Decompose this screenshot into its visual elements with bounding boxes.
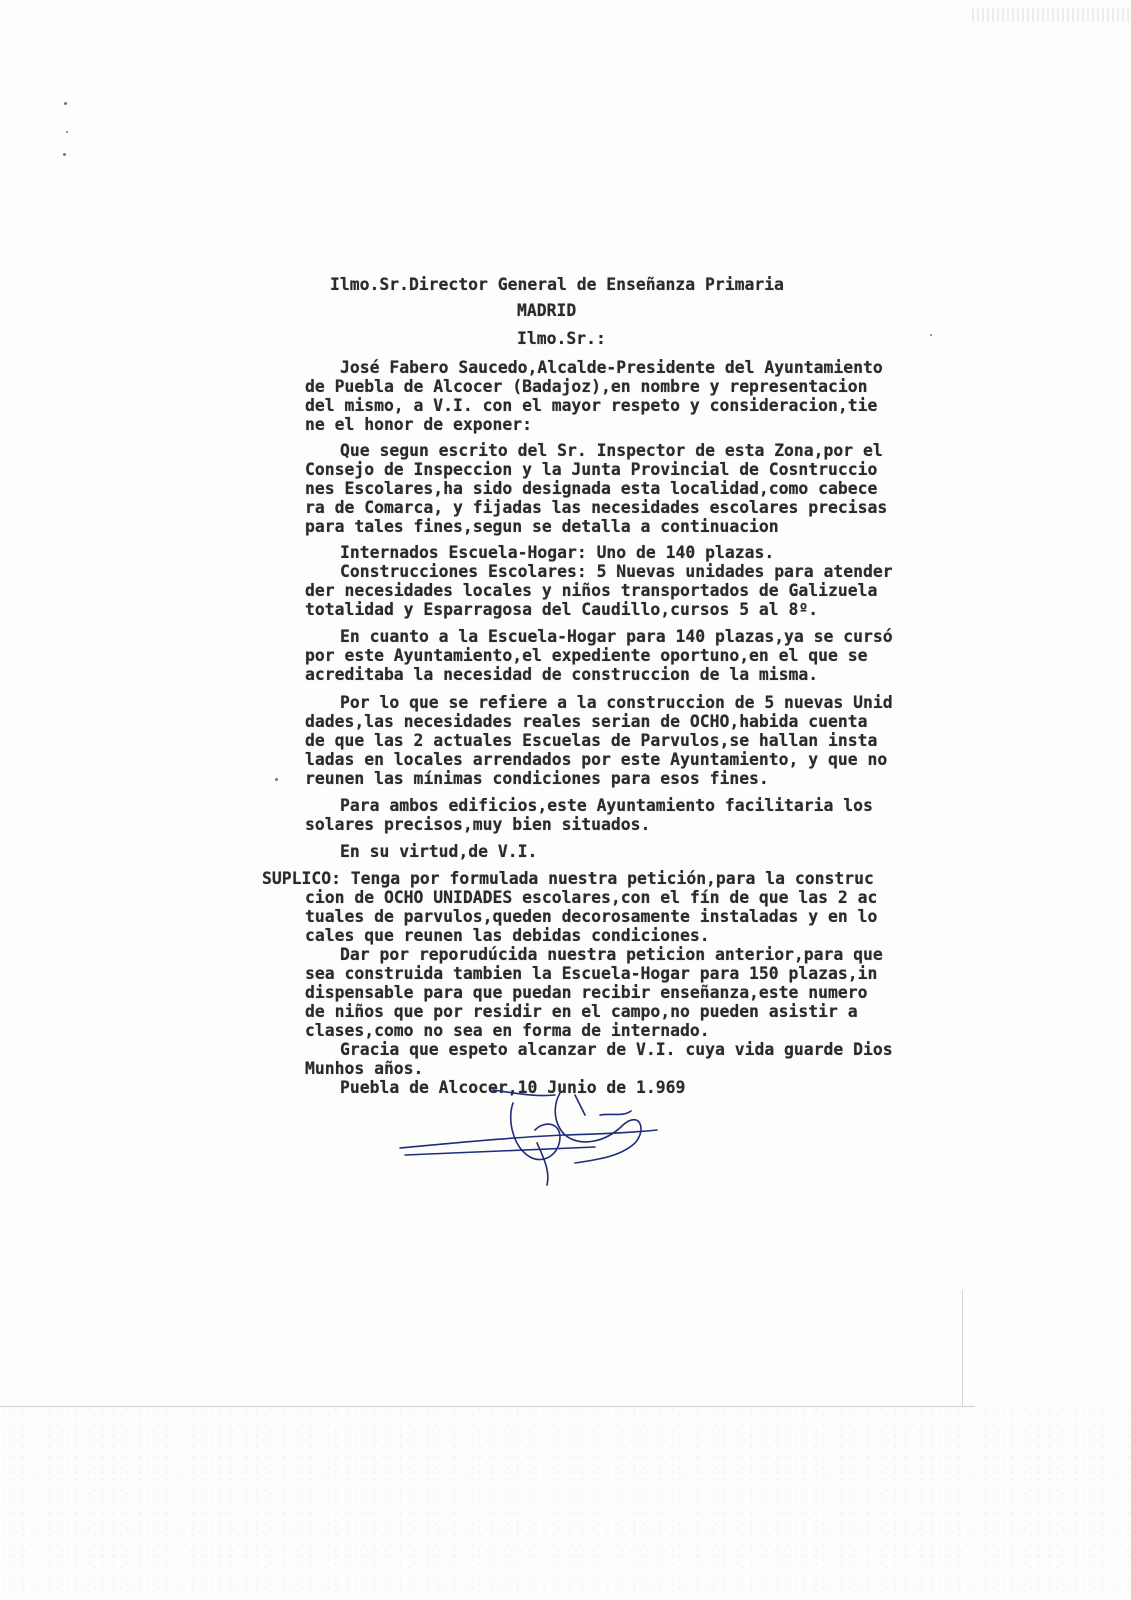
- suplico-line: cales que reunen las debidas condiciones.: [305, 926, 710, 945]
- paragraph-line: En cuanto a la Escuela-Hogar para 140 plazas,ya se cursó: [340, 627, 893, 646]
- suplico-line: Dar por reporudúcida nuestra peticion anterior,para que: [340, 945, 883, 964]
- signature-image: [395, 1085, 675, 1195]
- paragraph-line: ra de Comarca, y fijadas las necesidades escolares precisas: [305, 498, 888, 517]
- scan-speck: [930, 334, 932, 336]
- suplico-line: Gracia que espeto alcanzar de V.I. cuya vida guarde Dios: [340, 1040, 893, 1059]
- suplico-line: cion de OCHO UNIDADES escolares,con el fín de que las 2 ac: [305, 888, 878, 907]
- scan-speck: [63, 153, 66, 156]
- addressee: Ilmo.Sr.Director General de Enseñanza Primaria: [330, 275, 784, 294]
- paragraph-line: de que las 2 actuales Escuelas de Parvulos,se hallan insta: [305, 731, 878, 750]
- scan-noise: [0, 1408, 1131, 1600]
- scan-edge-top: [972, 8, 1131, 22]
- suplico-line: sea construida tambien la Escuela-Hogar para 150 plazas,in: [305, 964, 878, 983]
- scan-speck: [275, 778, 278, 781]
- paragraph-line: nes Escolares,ha sido designada esta localidad,como cabece: [305, 479, 878, 498]
- suplico-line: SUPLICO: Tenga por formulada nuestra petición,para la construc: [262, 869, 874, 888]
- virtud-line: En su virtud,de V.I.: [340, 842, 538, 861]
- paragraph-line: dades,las necesidades reales serian de OCHO,habida cuenta: [305, 712, 868, 731]
- scan-speck: [64, 102, 67, 105]
- suplico-line: tuales de parvulos,queden decorosamente instaladas y en lo: [305, 907, 878, 926]
- scan-speck: [66, 131, 68, 133]
- paragraph-line: reunen las mínimas condiciones para esos fines.: [305, 769, 769, 788]
- paragraph-line: ladas en locales arrendados por este Ayuntamiento, y que no: [305, 750, 888, 769]
- paragraph-line: Por lo que se refiere a la construccion de 5 nuevas Unid: [340, 693, 893, 712]
- paragraph-line: acreditaba la necesidad de construccion de la misma.: [305, 665, 819, 684]
- intro-line: José Fabero Saucedo,Alcalde-Presidente del Ayuntamiento: [340, 358, 883, 377]
- list-line: totalidad y Esparragosa del Caudillo,cursos 5 al 8º.: [305, 600, 819, 619]
- place-date: Puebla de Alcocer,10 Junio de 1.969: [340, 1078, 686, 1097]
- list-line: Construcciones Escolares: 5 Nuevas unidades para atender: [340, 562, 893, 581]
- paragraph-line: por este Ayuntamiento,el expediente oportuno,en el que se: [305, 646, 868, 665]
- intro-line: de Puebla de Alcocer (Badajoz),en nombre y representacion: [305, 377, 868, 396]
- page-bottom-edge: [0, 1406, 975, 1407]
- paragraph-line: Que segun escrito del Sr. Inspector de esta Zona,por el: [340, 441, 883, 460]
- list-line: Internados Escuela-Hogar: Uno de 140 plazas.: [340, 543, 775, 562]
- suplico-line: de niños que por residir en el campo,no pueden asistir a: [305, 1002, 858, 1021]
- paragraph-line: para tales fines,segun se detalla a continuacion: [305, 517, 779, 536]
- page-right-edge: [962, 1290, 963, 1406]
- paragraph-line: solares precisos,muy bien situados.: [305, 815, 651, 834]
- suplico-line: clases,como no sea en forma de internado.: [305, 1021, 710, 1040]
- list-line: der necesidades locales y niños transportados de Galizuela: [305, 581, 878, 600]
- salutation: Ilmo.Sr.:: [517, 329, 606, 348]
- intro-line: del mismo, a V.I. con el mayor respeto y consideracion,tie: [305, 396, 878, 415]
- city: MADRID: [517, 301, 577, 320]
- paragraph-line: Consejo de Inspeccion y la Junta Provincial de Cosntruccio: [305, 460, 878, 479]
- suplico-line: Munhos años.: [305, 1059, 424, 1078]
- paragraph-line: Para ambos edificios,este Ayuntamiento facilitaria los: [340, 796, 873, 815]
- intro-line: ne el honor de exponer:: [305, 415, 532, 434]
- suplico-line: dispensable para que puedan recibir enseñanza,este numero: [305, 983, 868, 1002]
